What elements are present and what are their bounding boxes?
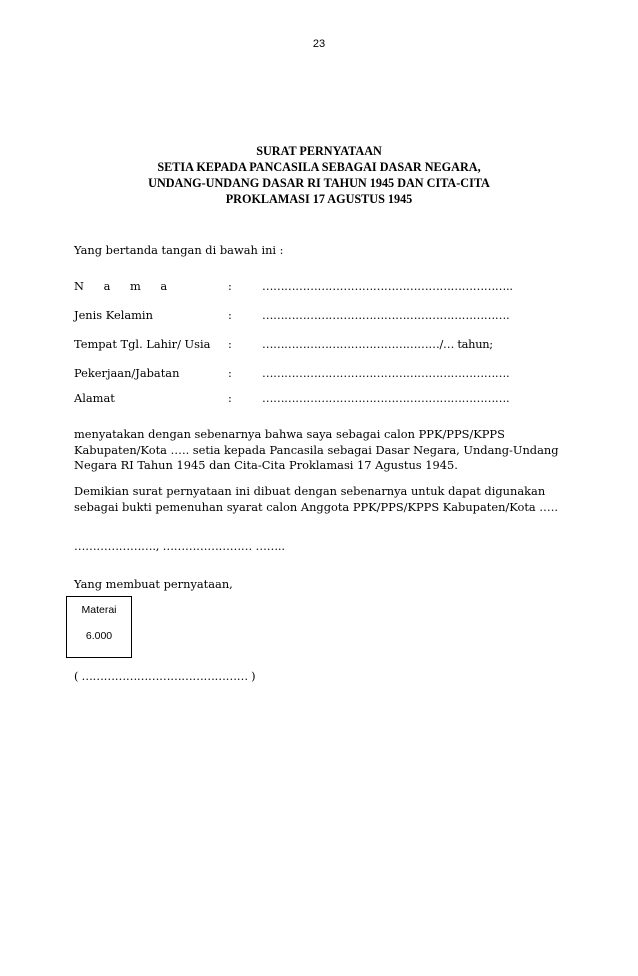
field-row-nama <box>74 279 574 297</box>
field-colon: : <box>228 337 232 351</box>
stamp-label: Materai <box>81 604 117 616</box>
field-value: …………………………………………………………. <box>262 391 510 405</box>
field-colon: : <box>228 366 232 380</box>
field-label: Pekerjaan/Jabatan <box>74 366 180 380</box>
field-label: Tempat Tgl. Lahir/ Usia <box>74 337 211 351</box>
field-label: N a m a <box>74 279 176 293</box>
field-value: …………………………………………………………. <box>262 308 510 322</box>
field-row-pekerjaan <box>74 366 574 384</box>
field-colon: : <box>228 279 232 293</box>
field-label: Alamat <box>74 391 115 405</box>
title-line: PROKLAMASI 17 AGUSTUS 1945 <box>225 192 413 206</box>
page-number: 23 <box>312 38 326 50</box>
title-line: SURAT PERNYATAAN <box>256 144 382 158</box>
field-value: …………………………………………/… tahun; <box>262 337 493 351</box>
title-line: SETIA KEPADA PANCASILA SEBAGAI DASAR NEGARA, <box>157 160 481 174</box>
field-label: Jenis Kelamin <box>74 308 153 322</box>
signatory-label: Yang membuat pernyataan, <box>74 577 233 591</box>
field-row-tempat-tgl-lahir <box>74 337 574 355</box>
place-date-line: …………………., …………………… …….. <box>74 539 285 553</box>
closing-paragraph: Demikian surat pernyataan ini dibuat dengan sebenarnya untuk dapat digunakan sebagai bukti pemenuhan syarat calon Anggota PPK/PPS/KPPS Kabupaten/Kota ….. <box>74 484 558 514</box>
field-value: ………………………………………………………….. <box>262 279 513 293</box>
statement-paragraph: menyatakan dengan sebenarnya bahwa saya sebagai calon PPK/PPS/KPPS Kabupaten/Kota ….. setia kepada Pancasila sebagai Dasar Negara, Undang-Undang Negara RI Tahun 1945 dan Cita-Cita Proklamasi 17 Agustus 1945. <box>74 427 559 472</box>
field-value: …………………………………………………………. <box>262 366 510 380</box>
field-colon: : <box>228 391 232 405</box>
title-line: UNDANG-UNDANG DASAR RI TAHUN 1945 DAN CITA-CITA <box>148 176 490 190</box>
field-row-alamat <box>74 391 574 409</box>
field-colon: : <box>228 308 232 322</box>
signature-line: ( ……………………………………… ) <box>74 669 256 683</box>
stamp-box <box>66 596 132 658</box>
intro-text: Yang bertanda tangan di bawah ini : <box>74 243 284 257</box>
field-row-jenis-kelamin <box>74 308 574 326</box>
stamp-value: 6.000 <box>85 630 113 642</box>
document-title <box>0 143 638 207</box>
